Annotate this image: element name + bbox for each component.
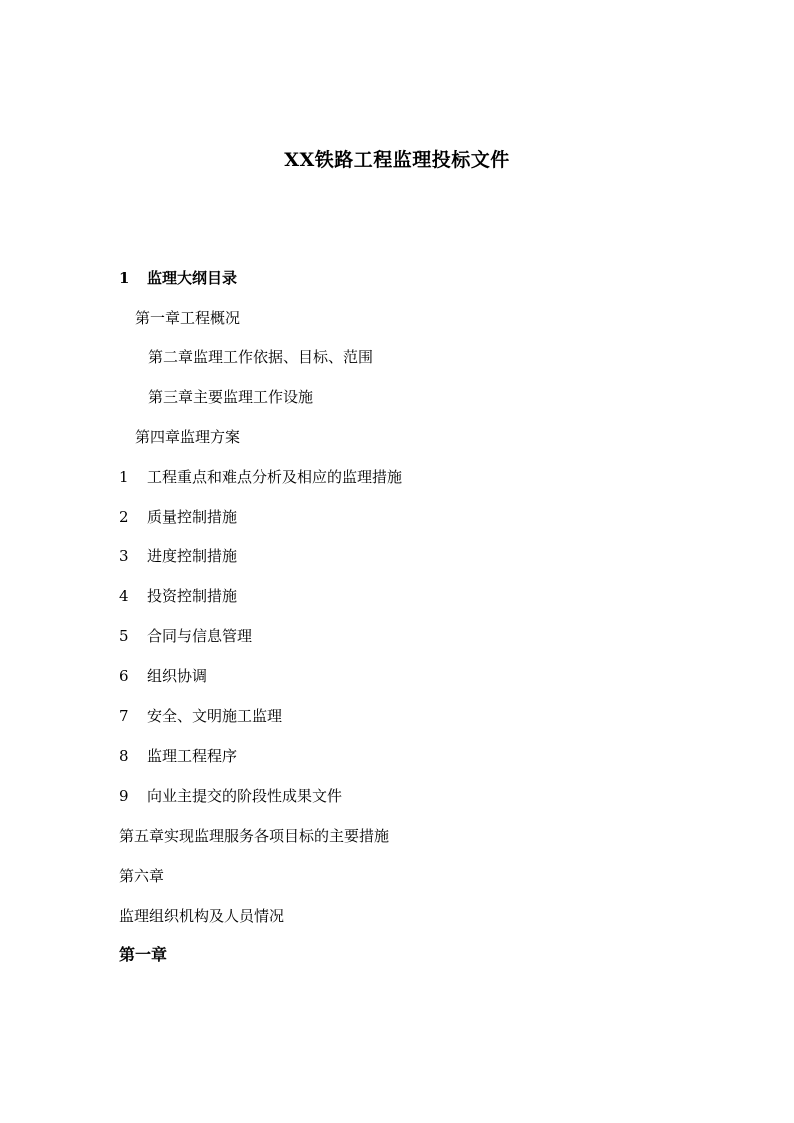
list-item-text: 投资控制措施 xyxy=(147,587,238,605)
list-item-text: 组织协调 xyxy=(147,667,208,685)
list-item xyxy=(119,746,237,766)
list-item xyxy=(119,586,237,606)
chapter-5-line: 第五章实现监理服务各项目标的主要措施 xyxy=(119,827,390,845)
document-title: XX铁路工程监理投标文件 xyxy=(284,149,510,171)
chapter-3-line: 第三章主要监理工作设施 xyxy=(148,388,314,406)
toc-heading-text: 监理大纲目录 xyxy=(147,269,238,287)
list-item-text: 向业主提交的阶段性成果文件 xyxy=(147,787,343,805)
chapter-2-line: 第二章监理工作依据、目标、范围 xyxy=(148,348,374,366)
list-item-number: 1 xyxy=(119,468,129,486)
list-item-text: 合同与信息管理 xyxy=(147,627,253,645)
list-item xyxy=(119,626,252,646)
list-item-number: 3 xyxy=(119,547,129,565)
list-item xyxy=(119,706,282,726)
list-item-text: 监理工程程序 xyxy=(147,747,238,765)
list-item-text: 质量控制措施 xyxy=(147,508,238,526)
section-heading: 第一章 xyxy=(119,945,168,964)
list-item-number: 6 xyxy=(119,667,129,685)
toc-heading-number: 1 xyxy=(119,269,130,287)
list-item-number: 4 xyxy=(119,587,129,605)
chapter-6-line: 第六章 xyxy=(119,867,165,885)
list-item xyxy=(119,786,342,806)
list-item-text: 进度控制措施 xyxy=(147,547,238,565)
list-item-number: 2 xyxy=(119,508,129,526)
list-item xyxy=(119,507,237,527)
chapter-4-line: 第四章监理方案 xyxy=(135,428,241,446)
list-item-number: 7 xyxy=(119,707,129,725)
list-item-number: 5 xyxy=(119,627,129,645)
org-structure-line: 监理组织机构及人员情况 xyxy=(119,907,285,925)
toc-heading xyxy=(119,268,237,288)
list-item-text: 安全、文明施工监理 xyxy=(147,707,283,725)
list-item xyxy=(119,546,237,566)
list-item-number: 8 xyxy=(119,747,129,765)
list-item-text: 工程重点和难点分析及相应的监理措施 xyxy=(147,468,403,486)
list-item-number: 9 xyxy=(119,787,129,805)
list-item xyxy=(119,666,207,686)
list-item xyxy=(119,467,402,487)
chapter-1-line: 第一章工程概况 xyxy=(135,309,241,327)
